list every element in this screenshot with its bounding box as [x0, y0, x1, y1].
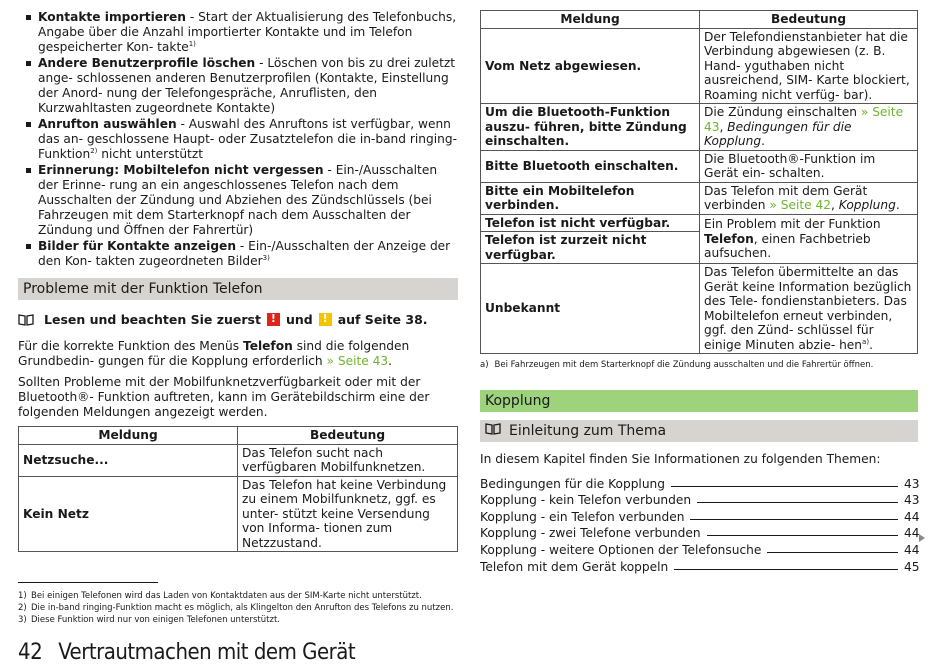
table-header: Bedeutung: [238, 427, 458, 445]
topic-heading: Einleitung zum Thema: [480, 420, 918, 442]
table-row: Bitte ein Mobiltelefon verbinden. Das Telefon mit dem Gerät verbinden » Seite 42, Kopplung.: [481, 182, 918, 214]
chapter-heading: Kopplung: [480, 390, 918, 412]
book-icon: [18, 314, 32, 325]
table-row: Netzsuche... Das Telefon sucht nach verfügbaren Mobilfunknetzen.: [19, 444, 458, 476]
intro-text: In diesem Kapitel finden Sie Informationen zu folgenden Themen:: [480, 452, 881, 466]
page-link[interactable]: » Seite 43: [326, 354, 389, 368]
table-header: Meldung: [481, 11, 700, 29]
table-row: Um die Bluetooth-Funktion auszu- führen, bitte Zündung einschalten. Die Zündung einschalten » Seite 43, Bedingungen für die Kopplung.: [481, 104, 918, 151]
settings-list: [18, 10, 458, 269]
page-footer: [18, 640, 355, 665]
list-item: Andere Benutzerprofile löschen - Löschen von bis zu drei zuletzt ange- schlossenen anderen Benutzerprofilen (Kontakte, Einstellung der Anord- nung der Telefongespräche, Anruflisten, den Kurzwahltasten zugeordnete Kontakte): [18, 56, 458, 116]
table-header: Meldung: [19, 427, 238, 445]
toc-entry[interactable]: Telefon mit dem Gerät koppeln 45: [480, 559, 920, 574]
messages-table: [480, 10, 918, 354]
table-row: Telefon ist nicht verfügbar. Ein Problem mit der Funktion Telefon, einen Fachbetrieb aufsuchen.: [481, 214, 918, 232]
table-row: Kein Netz Das Telefon hat keine Verbindung zu einem Mobilfunknetz, ggf. es unter- stützt keine Versendung von Informa- tionen zum Netzzustand.: [19, 476, 458, 552]
right-column: [480, 10, 918, 574]
caution-yellow-icon: !: [319, 313, 332, 326]
toc-entry[interactable]: Bedingungen für die Kopplung 43: [480, 476, 920, 491]
list-item: Bilder für Kontakte anzeigen - Ein-/Ausschalten der Anzeige der den Kon- takten zugeordneten Bilder$^{3)}$: [18, 239, 458, 269]
read-first-note: Lesen und beachten Sie zuerst ! und ! auf Seite 38.: [18, 312, 458, 327]
section-heading: Probleme mit der Funktion Telefon: [18, 278, 458, 300]
page-link[interactable]: » Seite 42: [769, 198, 832, 212]
table-row: Bitte Bluetooth einschalten. Die Bluetooth®-Funktion im Gerät ein- schalten.: [481, 150, 918, 182]
toc-entry[interactable]: Kopplung - weitere Optionen der Telefonsuche 44: [480, 542, 920, 557]
footnote: 2) Die in-band ringing-Funktion macht es möglich, als Klingelton den Anrufton des Telefons zu nutzen.: [18, 603, 454, 613]
table-header: Bedeutung: [700, 11, 918, 29]
paragraph: Sollten Probleme mit der Mobilfunknetzverfügbarkeit oder mit der Bluetooth®- Funktion auftreten, kann im Gerätebildschirm eine der folgenden Meldungen angezeigt werden.: [18, 375, 430, 419]
footnote: 1) Bei einigen Telefonen wird das Laden von Kontaktdaten aus der SIM-Karte nicht unterstützt.: [18, 591, 422, 601]
left-column: [18, 10, 458, 552]
messages-table: [18, 426, 458, 552]
table-footnote: a) Bei Fahrzeugen mit dem Starterknopf die Zündung ausschalten und die Fahrertür öffnen.: [480, 360, 874, 370]
toc-entry[interactable]: Kopplung - kein Telefon verbunden 43: [480, 493, 920, 508]
toc-entry[interactable]: Kopplung - ein Telefon verbunden 44: [480, 509, 920, 524]
footnote: 3) Diese Funktion wird nur von einigen Telefonen unterstützt.: [18, 615, 280, 625]
list-item: Anrufton auswählen - Auswahl des Anruftons ist verfügbar, wenn das an- geschlossene Haupt- oder Zusatztelefon die in-band ringing-Funktion$^{2)}$ nicht unterstützt: [18, 117, 458, 162]
table-row: Unbekannt Das Telefon übermittelte an das Gerät keine Information bezüglich des Tele- fondienstanbieters. Das Mobiltelefon erneut verbinden, ggf. den Zünd- schlüssel für einige Minuten abzie- hen$^{a)}$.: [481, 264, 918, 354]
table-of-contents: [480, 474, 918, 574]
book-icon: [485, 423, 501, 439]
toc-entry[interactable]: Kopplung - zwei Telefone verbunden 44: [480, 526, 920, 541]
list-item: Erinnerung: Mobiltelefon nicht vergessen - Ein-/Ausschalten der Erinne- rung an ein angeschlossenes Telefon nach dem Ausschalten der Zündung und Abziehen des Zündschlüssels (bei Fahrzeugen mit dem Starterknopf nach dem Ausschalten der Zündung und Öffnen der Fahrertür): [18, 163, 458, 238]
table-row: Vom Netz abgewiesen. Der Telefondienstanbieter hat die Verbindung abgewiesen (z. B. Hand- yguthaben nicht ausreichend, SIM- Karte blockiert, Roaming nicht verfüg- bar).: [481, 28, 918, 104]
warning-red-icon: !: [267, 313, 280, 326]
page-number: 42: [18, 640, 43, 665]
chapter-title: Vertrautmachen mit dem Gerät: [58, 640, 356, 665]
paragraph: Für die korrekte Funktion des Menüs Telefon sind die folgenden Grundbedin- gungen für die Kopplung erforderlich » Seite 43.: [18, 339, 410, 368]
continue-arrow-icon: [919, 534, 925, 542]
table-row: Telefon ist zurzeit nicht verfügbar.: [481, 232, 918, 264]
page-link[interactable]: » Seite 43: [704, 105, 904, 134]
footnotes: [18, 582, 718, 626]
list-item: Kontakte importieren - Start der Aktualisierung des Telefonbuchs, Angabe über die Anzahl importierter Kontakte und im Telefon gespeicherter Kon- takte$^{1)}$: [18, 10, 458, 55]
